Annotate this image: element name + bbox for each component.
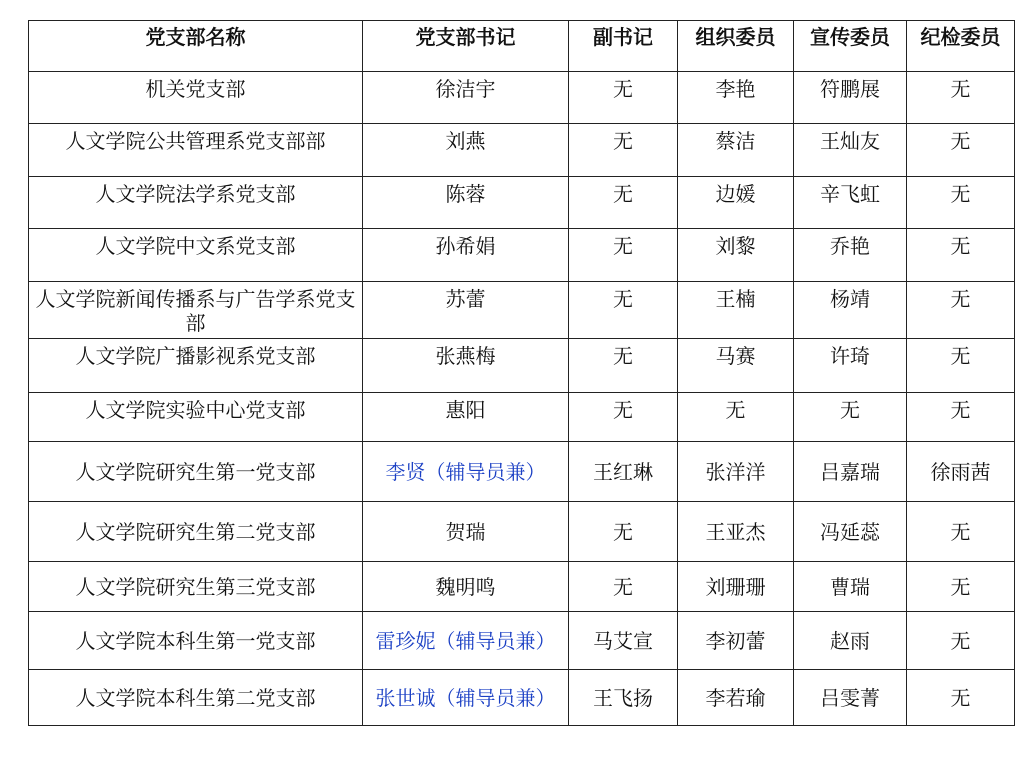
- table-row: [29, 502, 1015, 562]
- publicity-member-cell: 辛飞虹: [794, 177, 907, 229]
- secretary-cell: 刘燕: [363, 124, 569, 177]
- organization-member-cell: 边媛: [678, 177, 794, 229]
- table-row: [29, 229, 1015, 282]
- organization-member-cell: 刘黎: [678, 229, 794, 282]
- header-branch-name: 党支部名称: [29, 21, 363, 72]
- deputy-secretary-cell: 王飞扬: [569, 670, 678, 726]
- secretary-cell: 苏蕾: [363, 282, 569, 339]
- secretary-cell: 孙希娟: [363, 229, 569, 282]
- table-row: [29, 442, 1015, 502]
- organization-member-cell: 张洋洋: [678, 442, 794, 502]
- discipline-member-cell: 无: [907, 670, 1015, 726]
- deputy-secretary-cell: 无: [569, 282, 678, 339]
- organization-member-cell: 李初蕾: [678, 612, 794, 670]
- header-secretary: 党支部书记: [363, 21, 569, 72]
- discipline-member-cell: 无: [907, 502, 1015, 562]
- organization-member-cell: 王楠: [678, 282, 794, 339]
- branch-name-cell: 机关党支部: [29, 72, 363, 124]
- branch-name-cell: 人文学院实验中心党支部: [29, 393, 363, 442]
- publicity-member-cell: 吕雯菁: [794, 670, 907, 726]
- secretary-cell: 魏明鸣: [363, 562, 569, 612]
- table-row: [29, 177, 1015, 229]
- table-row: [29, 612, 1015, 670]
- table-row: [29, 670, 1015, 726]
- publicity-member-cell: 冯延蕊: [794, 502, 907, 562]
- deputy-secretary-cell: 无: [569, 72, 678, 124]
- header-deputy-secretary: 副书记: [569, 21, 678, 72]
- table-body: [29, 72, 1015, 726]
- publicity-member-cell: 符鹏展: [794, 72, 907, 124]
- secretary-cell: 张燕梅: [363, 339, 569, 393]
- branch-name-cell: 人文学院本科生第二党支部: [29, 670, 363, 726]
- deputy-secretary-cell: 无: [569, 177, 678, 229]
- table-row: [29, 72, 1015, 124]
- table-row: [29, 339, 1015, 393]
- table-row: [29, 393, 1015, 442]
- deputy-secretary-cell: 无: [569, 502, 678, 562]
- publicity-member-cell: 无: [794, 393, 907, 442]
- secretary-cell: 徐洁宇: [363, 72, 569, 124]
- discipline-member-cell: 无: [907, 562, 1015, 612]
- table-header: [29, 21, 1015, 72]
- deputy-secretary-cell: 马艾宣: [569, 612, 678, 670]
- header-discipline-member: 纪检委员: [907, 21, 1015, 72]
- deputy-secretary-cell: 无: [569, 124, 678, 177]
- publicity-member-cell: 曹瑞: [794, 562, 907, 612]
- branch-name-cell: 人文学院研究生第二党支部: [29, 502, 363, 562]
- deputy-secretary-cell: 无: [569, 339, 678, 393]
- secretary-cell: 贺瑞: [363, 502, 569, 562]
- publicity-member-cell: 杨靖: [794, 282, 907, 339]
- discipline-member-cell: 无: [907, 282, 1015, 339]
- deputy-secretary-cell: 无: [569, 393, 678, 442]
- branch-name-cell: 人文学院公共管理系党支部部: [29, 124, 363, 177]
- discipline-member-cell: 徐雨茜: [907, 442, 1015, 502]
- deputy-secretary-cell: 无: [569, 562, 678, 612]
- branch-name-cell: 人文学院本科生第一党支部: [29, 612, 363, 670]
- publicity-member-cell: 乔艳: [794, 229, 907, 282]
- deputy-secretary-cell: 王红琳: [569, 442, 678, 502]
- discipline-member-cell: 无: [907, 339, 1015, 393]
- discipline-member-cell: 无: [907, 229, 1015, 282]
- branch-name-cell: 人文学院研究生第三党支部: [29, 562, 363, 612]
- organization-member-cell: 蔡洁: [678, 124, 794, 177]
- secretary-cell: 惠阳: [363, 393, 569, 442]
- secretary-cell: 李贤（辅导员兼）: [363, 442, 569, 502]
- organization-member-cell: 李艳: [678, 72, 794, 124]
- secretary-cell: 雷珍妮（辅导员兼）: [363, 612, 569, 670]
- organization-member-cell: 马赛: [678, 339, 794, 393]
- branch-name-cell: 人文学院广播影视系党支部: [29, 339, 363, 393]
- publicity-member-cell: 赵雨: [794, 612, 907, 670]
- branch-name-cell: 人文学院法学系党支部: [29, 177, 363, 229]
- header-row: [29, 21, 1015, 72]
- table-row: [29, 124, 1015, 177]
- discipline-member-cell: 无: [907, 72, 1015, 124]
- secretary-cell: 陈蓉: [363, 177, 569, 229]
- party-branch-table: [28, 20, 1015, 726]
- organization-member-cell: 王亚杰: [678, 502, 794, 562]
- branch-name-cell: 人文学院新闻传播系与广告学系党支部: [29, 282, 363, 339]
- deputy-secretary-cell: 无: [569, 229, 678, 282]
- branch-name-cell: 人文学院研究生第一党支部: [29, 442, 363, 502]
- publicity-member-cell: 王灿友: [794, 124, 907, 177]
- organization-member-cell: 无: [678, 393, 794, 442]
- table-row: [29, 282, 1015, 339]
- discipline-member-cell: 无: [907, 124, 1015, 177]
- publicity-member-cell: 吕嘉瑞: [794, 442, 907, 502]
- organization-member-cell: 李若瑜: [678, 670, 794, 726]
- discipline-member-cell: 无: [907, 393, 1015, 442]
- table-row: [29, 562, 1015, 612]
- publicity-member-cell: 许琦: [794, 339, 907, 393]
- branch-name-cell: 人文学院中文系党支部: [29, 229, 363, 282]
- header-organization-member: 组织委员: [678, 21, 794, 72]
- secretary-cell: 张世诚（辅导员兼）: [363, 670, 569, 726]
- header-publicity-member: 宣传委员: [794, 21, 907, 72]
- organization-member-cell: 刘珊珊: [678, 562, 794, 612]
- discipline-member-cell: 无: [907, 177, 1015, 229]
- discipline-member-cell: 无: [907, 612, 1015, 670]
